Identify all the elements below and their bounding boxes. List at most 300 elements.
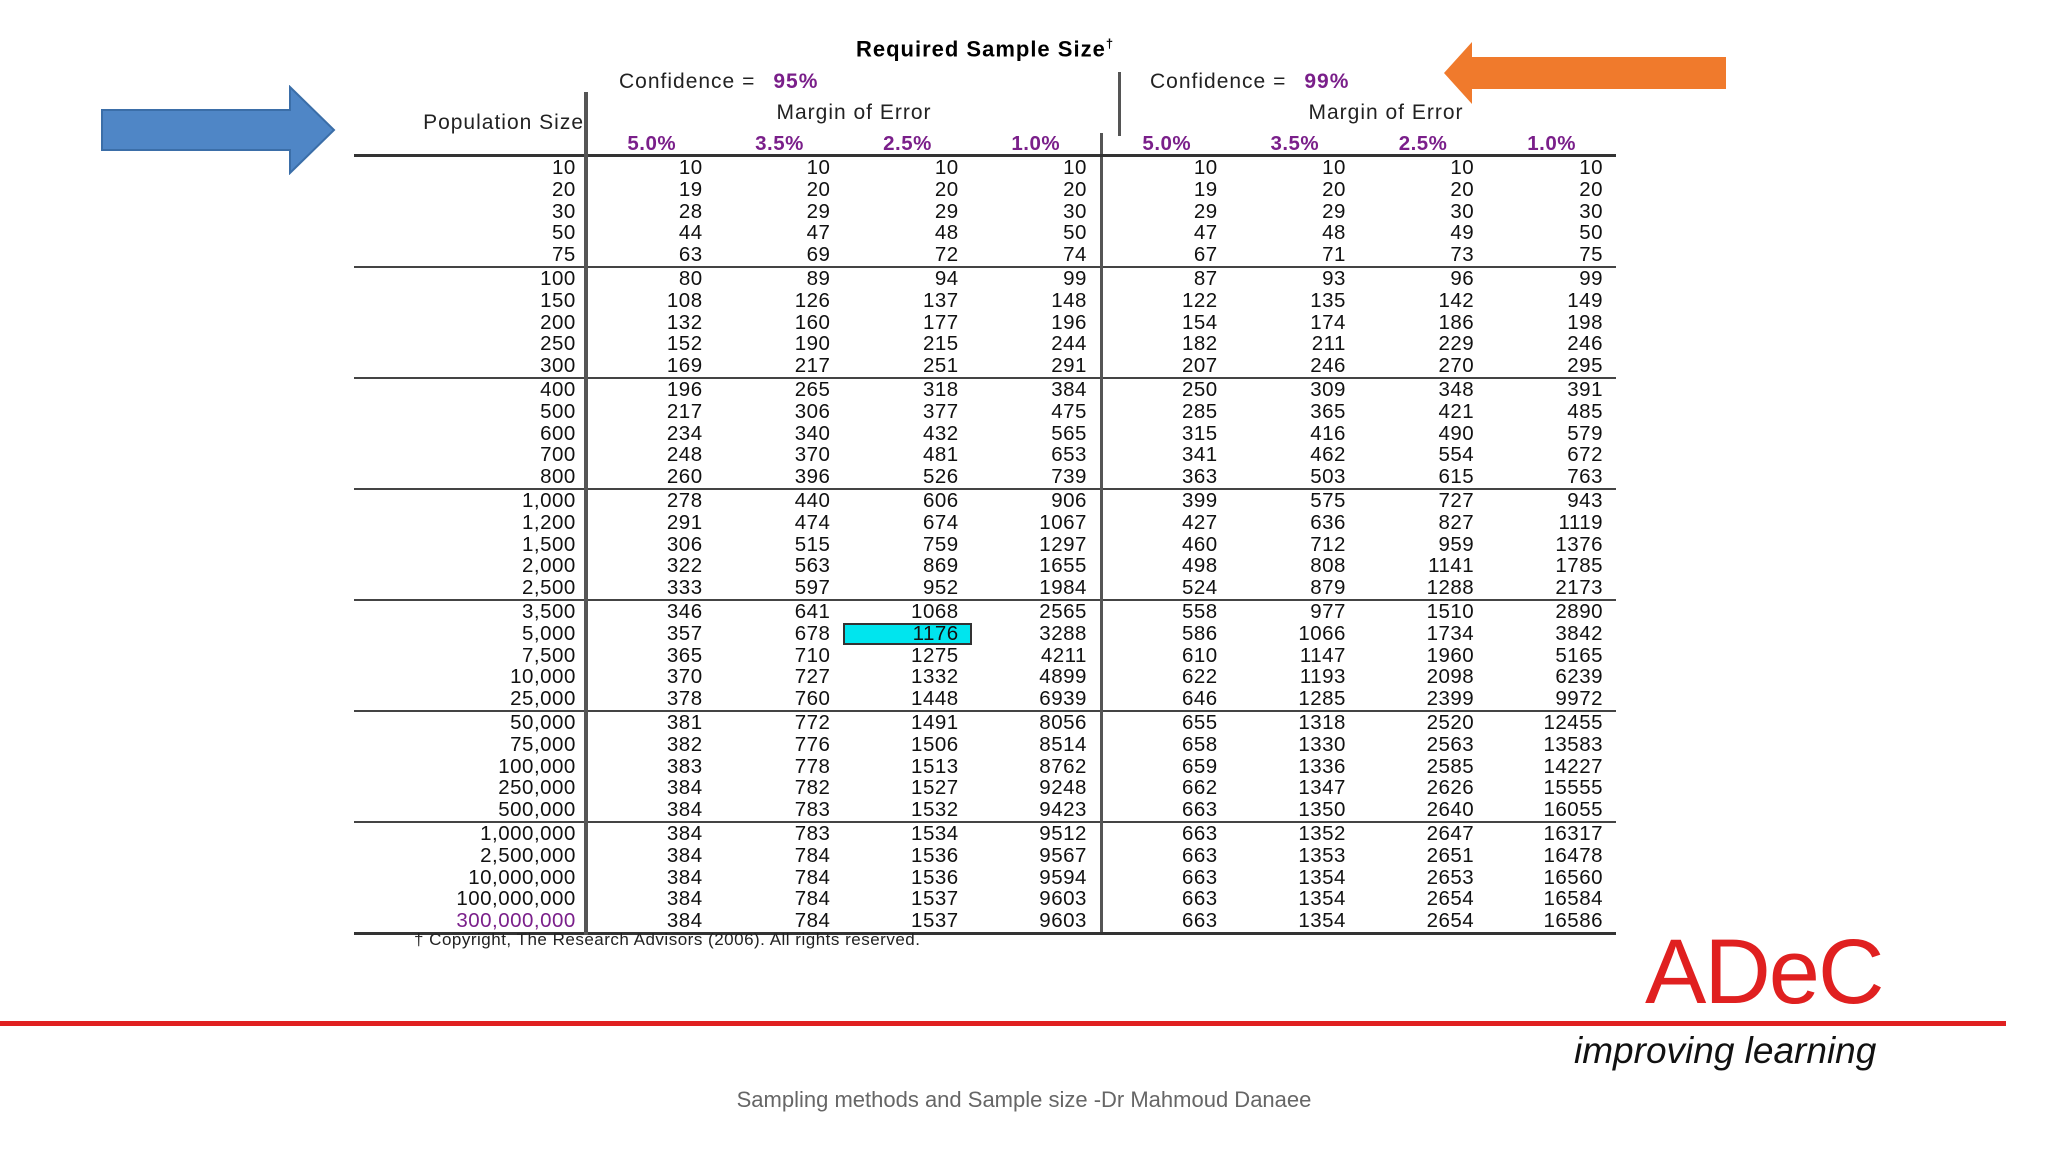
sample-size-cell: 49 — [1450, 222, 1475, 245]
sample-size-cell: 99 — [1487, 267, 1616, 290]
table-row — [354, 244, 1616, 267]
population-cell: 10 — [354, 156, 586, 179]
sample-size-cell: 2653 — [1426, 866, 1475, 889]
sample-size-cell: 977 — [1231, 600, 1359, 623]
sample-size-cell: 315 — [1101, 423, 1230, 445]
sample-size-cell: 610 — [1101, 645, 1230, 667]
population-cell: 250,000 — [354, 777, 586, 799]
sample-size-cell: 1330 — [1298, 733, 1346, 756]
sample-size-cell: 384 — [666, 844, 703, 867]
sample-size-cell: 260 — [666, 466, 703, 489]
sample-size-cell: 485 — [1567, 400, 1603, 423]
table-row — [354, 222, 1616, 244]
table-row — [354, 888, 1616, 910]
sample-size-cell: 606 — [843, 489, 971, 512]
sample-size-cell: 1318 — [1231, 711, 1359, 734]
sample-size-cell: 348 — [1359, 378, 1487, 401]
sample-size-cell: 663 — [1101, 822, 1230, 845]
margin-header: 5.0% — [586, 133, 716, 156]
table-row — [354, 555, 1616, 577]
sample-size-cell: 346 — [586, 600, 716, 623]
sample-size-cell: 784 — [716, 910, 844, 933]
sample-size-cell: 341 — [1101, 444, 1230, 466]
sample-size-cell: 20 — [806, 178, 831, 201]
sample-size-cell: 421 — [1438, 400, 1475, 423]
sample-size-cell: 381 — [586, 711, 716, 734]
sample-size-cell: 1537 — [843, 910, 971, 933]
population-cell: 700 — [354, 444, 586, 466]
sample-size-cell: 378 — [666, 688, 703, 711]
sample-size-cell: 783 — [716, 822, 844, 845]
sample-size-cell: 93 — [1231, 267, 1359, 290]
sample-size-table — [354, 133, 1616, 935]
sample-size-cell: 1119 — [1558, 511, 1603, 534]
table-row — [354, 444, 1616, 466]
sample-size-cell: 4211 — [1040, 644, 1087, 667]
sample-size-cell: 363 — [1101, 466, 1230, 489]
sample-size-cell: 10 — [1322, 156, 1346, 179]
sample-size-cell: 2651 — [1426, 844, 1475, 867]
sample-size-cell: 1448 — [911, 688, 959, 711]
sample-size-cell: 69 — [806, 244, 831, 267]
sample-size-cell: 198 — [1567, 311, 1603, 334]
sample-size-cell: 152 — [666, 333, 703, 356]
sample-size-cell: 384 — [586, 822, 716, 845]
sample-size-cell: 48 — [1322, 222, 1346, 245]
copyright-footnote: † Copyright, The Research Advisors (2006). All rights reserved. — [414, 930, 921, 949]
sample-size-cell: 2654 — [1359, 910, 1487, 933]
table-row — [354, 290, 1616, 312]
sample-size-cell: 672 — [1567, 444, 1603, 467]
sample-size-cell: 1067 — [1039, 511, 1087, 534]
sample-size-cell: 515 — [794, 533, 831, 556]
sample-size-cell: 1347 — [1298, 777, 1346, 800]
sample-size-cell: 1513 — [911, 755, 959, 778]
sample-size-cell: 9594 — [1039, 866, 1087, 889]
sample-size-cell: 778 — [794, 755, 831, 778]
population-cell: 600 — [354, 423, 586, 445]
table-row — [354, 355, 1616, 378]
sample-size-cell: 126 — [794, 289, 831, 312]
table-row — [354, 401, 1616, 423]
sample-size-cell: 1141 — [1428, 555, 1475, 578]
sample-size-cell: 869 — [922, 555, 959, 578]
sample-size-cell: 16317 — [1487, 822, 1616, 845]
sample-size-cell: 196 — [586, 378, 716, 401]
sample-size-cell: 906 — [972, 489, 1102, 512]
sample-size-cell: 160 — [794, 311, 831, 334]
sample-size-cell: 2654 — [1426, 888, 1475, 911]
sample-size-cell: 662 — [1101, 777, 1230, 799]
population-cell: 250 — [354, 333, 586, 355]
confidence-95-label: Confidence = 95% — [619, 70, 819, 93]
population-cell: 500,000 — [354, 799, 586, 822]
sample-size-cell: 309 — [1231, 378, 1359, 401]
sample-size-cell: 1353 — [1298, 844, 1346, 867]
sample-size-cell: 1537 — [911, 888, 959, 911]
sample-size-cell: 370 — [666, 666, 703, 689]
sample-size-cell: 265 — [716, 378, 844, 401]
sample-size-cell: 211 — [1311, 333, 1346, 356]
sample-size-cell: 760 — [794, 688, 831, 711]
blue-arrow-icon — [100, 85, 336, 175]
sample-size-cell: 2585 — [1426, 755, 1475, 778]
sample-size-cell: 217 — [794, 355, 831, 378]
sample-size-cell: 524 — [1101, 577, 1230, 600]
highlighted-sample-size-cell: 1176 — [843, 623, 971, 645]
sample-size-cell: 678 — [794, 622, 831, 645]
population-cell: 800 — [354, 466, 586, 489]
population-size-header: Population Size — [423, 111, 584, 134]
sample-size-cell: 382 — [666, 733, 703, 756]
sample-size-cell: 526 — [922, 466, 959, 489]
table-row — [354, 600, 1616, 623]
sample-size-cell: 1655 — [1039, 555, 1087, 578]
sample-size-cell: 1491 — [843, 711, 971, 734]
population-cell: 20 — [354, 179, 586, 201]
sample-size-cell: 658 — [1101, 734, 1230, 756]
confidence-99-label: Confidence = 99% — [1150, 70, 1350, 93]
sample-size-cell: 250 — [1101, 378, 1230, 401]
margin-header-row — [354, 133, 1616, 156]
population-cell: 500 — [354, 401, 586, 423]
sample-size-cell: 481 — [922, 444, 959, 467]
sample-size-cell: 10 — [1101, 156, 1230, 179]
margin-header: 3.5% — [1231, 133, 1359, 156]
sample-size-cell: 712 — [1310, 533, 1346, 556]
sample-size-cell: 416 — [1310, 422, 1346, 445]
sample-size-cell: 1285 — [1298, 688, 1346, 711]
sample-size-cell: 2890 — [1487, 600, 1616, 623]
sample-size-cell: 2565 — [972, 600, 1102, 623]
sample-size-cell: 16584 — [1543, 888, 1603, 911]
sample-size-cell: 9567 — [1039, 844, 1087, 867]
sample-size-cell: 1376 — [1555, 533, 1603, 556]
sample-size-cell: 2563 — [1426, 733, 1475, 756]
sample-size-cell: 182 — [1101, 333, 1230, 355]
table-row — [354, 645, 1616, 667]
sample-size-cell: 9603 — [972, 910, 1102, 933]
population-cell: 30 — [354, 201, 586, 223]
sample-size-cell: 558 — [1101, 600, 1230, 623]
sample-size-cell: 1336 — [1298, 755, 1346, 778]
sample-size-cell: 808 — [1310, 555, 1346, 578]
sample-size-cell: 763 — [1567, 466, 1603, 489]
sample-size-cell: 615 — [1438, 466, 1475, 489]
sample-size-cell: 554 — [1438, 444, 1475, 467]
sample-size-cell: 9512 — [972, 822, 1102, 845]
sample-size-cell: 72 — [934, 244, 959, 267]
sample-size-cell: 270 — [1438, 355, 1475, 378]
sample-size-cell: 10 — [1450, 156, 1475, 179]
header-divider-middle — [1118, 72, 1121, 136]
margin-of-error-label-95: Margin of Error — [776, 101, 932, 124]
table-row — [354, 777, 1616, 799]
table-row — [354, 489, 1616, 512]
table-row — [354, 623, 1616, 645]
population-cell: 300 — [354, 355, 586, 378]
sample-size-cell: 229 — [1438, 333, 1475, 356]
sample-size-cell: 10 — [1579, 156, 1603, 179]
table-row — [354, 534, 1616, 556]
sample-size-cell: 20 — [1322, 178, 1346, 201]
table-row — [354, 423, 1616, 445]
population-cell: 75,000 — [354, 734, 586, 756]
sample-size-cell: 784 — [794, 866, 831, 889]
population-cell: 50,000 — [354, 711, 586, 734]
sample-size-cell: 1068 — [843, 600, 971, 623]
sample-size-cell: 30 — [1450, 200, 1475, 223]
sample-size-cell: 1354 — [1298, 888, 1346, 911]
sample-size-cell: 782 — [794, 777, 831, 800]
table-row — [354, 756, 1616, 778]
margin-header: 5.0% — [1101, 133, 1230, 156]
sample-size-cell: 3288 — [1039, 622, 1087, 645]
sample-size-cell: 1354 — [1231, 910, 1359, 933]
sample-size-cell: 190 — [794, 333, 831, 356]
sample-size-cell: 291 — [1051, 355, 1087, 378]
sample-size-cell: 357 — [666, 622, 703, 645]
sample-size-cell: 8514 — [1039, 733, 1087, 756]
sample-size-cell: 1527 — [911, 777, 959, 800]
sample-size-cell: 783 — [794, 799, 831, 822]
sample-size-cell: 246 — [1310, 355, 1346, 378]
sample-size-cell: 99 — [972, 267, 1102, 290]
sample-size-cell: 365 — [666, 644, 703, 667]
sample-size-cell: 2520 — [1359, 711, 1487, 734]
sample-size-cell: 30 — [1063, 200, 1087, 223]
table-row — [354, 799, 1616, 822]
population-cell: 7,500 — [354, 645, 586, 667]
sample-size-cell: 622 — [1101, 666, 1230, 688]
sample-size-cell: 663 — [1101, 799, 1230, 822]
population-cell: 100,000 — [354, 756, 586, 778]
sample-size-cell: 636 — [1310, 511, 1346, 534]
sample-size-cell: 659 — [1101, 756, 1230, 778]
sample-size-cell: 384 — [666, 888, 703, 911]
sample-size-cell: 9603 — [1039, 888, 1087, 911]
margin-header: 1.0% — [1487, 133, 1616, 156]
sample-size-cell: 19 — [1101, 179, 1230, 201]
table-row — [354, 179, 1616, 201]
sample-size-cell: 244 — [1051, 333, 1087, 356]
sample-size-cell: 2098 — [1426, 666, 1475, 689]
sample-size-cell: 10 — [934, 156, 959, 179]
sample-size-cell: 28 — [678, 200, 703, 223]
sample-size-cell: 13583 — [1543, 733, 1603, 756]
sample-size-cell: 10 — [806, 156, 831, 179]
table-row — [354, 312, 1616, 334]
sample-size-cell: 462 — [1310, 444, 1346, 467]
sample-size-cell: 154 — [1101, 312, 1230, 334]
sample-size-cell: 186 — [1438, 311, 1475, 334]
sample-size-cell: 169 — [666, 355, 703, 378]
sample-size-cell: 427 — [1101, 512, 1230, 534]
sample-size-cell: 440 — [716, 489, 844, 512]
sample-size-cell: 503 — [1310, 466, 1346, 489]
sample-size-cell: 8056 — [972, 711, 1102, 734]
sample-size-cell: 10 — [1063, 156, 1087, 179]
sample-size-cell: 132 — [666, 311, 703, 334]
sample-size-cell: 285 — [1101, 401, 1230, 423]
sample-size-cell: 3842 — [1555, 622, 1603, 645]
sample-size-cell: 2173 — [1555, 577, 1603, 600]
sample-size-cell: 142 — [1438, 289, 1475, 312]
sample-size-cell: 48 — [934, 222, 959, 245]
sample-size-cell: 1275 — [911, 644, 959, 667]
sample-size-cell: 565 — [1051, 422, 1087, 445]
population-cell: 25,000 — [354, 688, 586, 711]
sample-size-cell: 20 — [1450, 178, 1475, 201]
sample-size-cell: 278 — [586, 489, 716, 512]
sample-size-cell: 1532 — [911, 799, 959, 822]
population-column-header — [354, 133, 586, 156]
sample-size-cell: 20 — [1063, 178, 1087, 201]
sample-size-cell: 663 — [1101, 867, 1230, 889]
margin-header: 2.5% — [843, 133, 971, 156]
sample-size-cell: 29 — [806, 200, 831, 223]
sample-size-cell: 1147 — [1299, 644, 1346, 667]
sample-size-cell: 71 — [1322, 244, 1346, 267]
sample-size-cell: 1354 — [1298, 866, 1346, 889]
population-cell: 1,200 — [354, 512, 586, 534]
sample-size-cell: 8762 — [1039, 755, 1087, 778]
table-row — [354, 512, 1616, 534]
sample-size-cell: 384 — [666, 799, 703, 822]
sample-size-cell: 20 — [934, 178, 959, 201]
sample-size-cell: 399 — [1101, 489, 1230, 512]
sample-size-cell: 16560 — [1543, 866, 1603, 889]
sample-size-cell: 137 — [922, 289, 959, 312]
adec-logo: ADeC — [1645, 921, 1883, 1023]
sample-size-cell: 1352 — [1231, 822, 1359, 845]
sample-size-cell: 9423 — [1039, 799, 1087, 822]
sample-size-cell: 12455 — [1487, 711, 1616, 734]
population-cell: 75 — [354, 244, 586, 267]
margin-header: 1.0% — [972, 133, 1102, 156]
sample-size-cell: 674 — [922, 511, 959, 534]
table-row — [354, 466, 1616, 489]
sample-size-cell: 4899 — [1039, 666, 1087, 689]
table-row — [354, 156, 1616, 179]
sample-size-cell: 490 — [1438, 422, 1475, 445]
population-cell: 400 — [354, 378, 586, 401]
table-row — [354, 711, 1616, 734]
sample-size-cell: 89 — [716, 267, 844, 290]
sample-size-cell: 215 — [922, 333, 959, 356]
sample-size-cell: 575 — [1231, 489, 1359, 512]
sample-size-cell: 377 — [922, 400, 959, 423]
sample-size-cell: 710 — [794, 644, 831, 667]
sample-size-cell: 1785 — [1555, 555, 1603, 578]
sample-size-cell: 727 — [794, 666, 831, 689]
sample-size-cell: 108 — [666, 289, 703, 312]
table-row — [354, 688, 1616, 711]
sample-size-cell: 196 — [1051, 311, 1087, 334]
sample-size-cell: 365 — [1310, 400, 1346, 423]
sample-size-cell: 16478 — [1543, 844, 1603, 867]
sample-size-cell: 44 — [678, 222, 703, 245]
sample-size-cell: 15555 — [1543, 777, 1603, 800]
sample-size-cell: 646 — [1101, 688, 1230, 711]
sample-size-cell: 29 — [1322, 200, 1346, 223]
sample-size-cell: 663 — [1101, 888, 1230, 910]
margin-of-error-label-99: Margin of Error — [1308, 101, 1464, 124]
sample-size-cell: 295 — [1567, 355, 1603, 378]
sample-size-cell: 29 — [934, 200, 959, 223]
sample-size-cell: 384 — [586, 910, 716, 933]
population-cell: 2,500,000 — [354, 845, 586, 867]
sample-size-cell: 776 — [794, 733, 831, 756]
sample-size-cell: 67 — [1101, 244, 1230, 267]
population-cell: 1,000 — [354, 489, 586, 512]
sample-size-cell: 174 — [1310, 311, 1346, 334]
sample-size-cell: 246 — [1567, 333, 1603, 356]
sample-size-cell: 1984 — [1039, 577, 1087, 600]
population-cell: 100,000,000 — [354, 888, 586, 910]
sample-size-cell: 663 — [1101, 845, 1230, 867]
sample-size-cell: 396 — [794, 466, 831, 489]
sample-size-cell: 384 — [666, 777, 703, 800]
sample-size-cell: 50 — [1579, 222, 1603, 245]
sample-size-cell: 943 — [1487, 489, 1616, 512]
sample-size-cell: 827 — [1438, 511, 1475, 534]
sample-size-cell: 63 — [678, 244, 703, 267]
sample-size-cell: 727 — [1359, 489, 1487, 512]
sample-size-cell: 6239 — [1555, 666, 1603, 689]
sample-size-cell: 959 — [1438, 533, 1475, 556]
sample-size-cell: 2626 — [1426, 777, 1475, 800]
sample-size-cell: 5165 — [1555, 644, 1603, 667]
sample-size-cell: 291 — [666, 511, 703, 534]
sample-size-cell: 234 — [666, 422, 703, 445]
sample-size-cell: 9972 — [1555, 688, 1603, 711]
sample-size-cell: 135 — [1310, 289, 1346, 312]
sample-size-cell: 74 — [1063, 244, 1087, 267]
sample-size-cell: 30 — [1579, 200, 1603, 223]
sample-size-cell: 383 — [666, 755, 703, 778]
logo-tagline: improving learning — [1574, 1030, 1877, 1071]
sample-size-cell: 149 — [1567, 289, 1603, 312]
slide-footer: Sampling methods and Sample size -Dr Mahmoud Danaee — [736, 1087, 1312, 1112]
population-cell: 1,000,000 — [354, 822, 586, 845]
margin-header: 3.5% — [716, 133, 844, 156]
sample-size-cell: 9248 — [1039, 777, 1087, 800]
sample-size-cell: 1960 — [1426, 644, 1475, 667]
sample-size-cell: 50 — [1063, 222, 1087, 245]
sample-size-cell: 2399 — [1426, 688, 1475, 711]
sample-size-cell: 759 — [922, 533, 959, 556]
sample-size-cell: 20 — [1579, 178, 1603, 201]
sample-size-cell: 498 — [1101, 555, 1230, 577]
population-cell: 3,500 — [354, 600, 586, 623]
table-row — [354, 822, 1616, 845]
margin-header: 2.5% — [1359, 133, 1487, 156]
sample-size-cell: 653 — [1051, 444, 1087, 467]
sample-size-cell: 952 — [922, 577, 959, 600]
sample-size-cell: 96 — [1359, 267, 1487, 290]
sample-size-cell: 207 — [1101, 355, 1230, 378]
sample-size-cell: 663 — [1101, 910, 1230, 933]
population-cell: 150 — [354, 290, 586, 312]
sample-size-cell: 563 — [794, 555, 831, 578]
population-cell: 200 — [354, 312, 586, 334]
population-cell: 5,000 — [354, 623, 586, 645]
sample-size-cell: 784 — [794, 844, 831, 867]
sample-size-cell: 1734 — [1426, 622, 1475, 645]
sample-size-cell: 1332 — [911, 666, 959, 689]
sample-size-cell: 251 — [922, 355, 959, 378]
